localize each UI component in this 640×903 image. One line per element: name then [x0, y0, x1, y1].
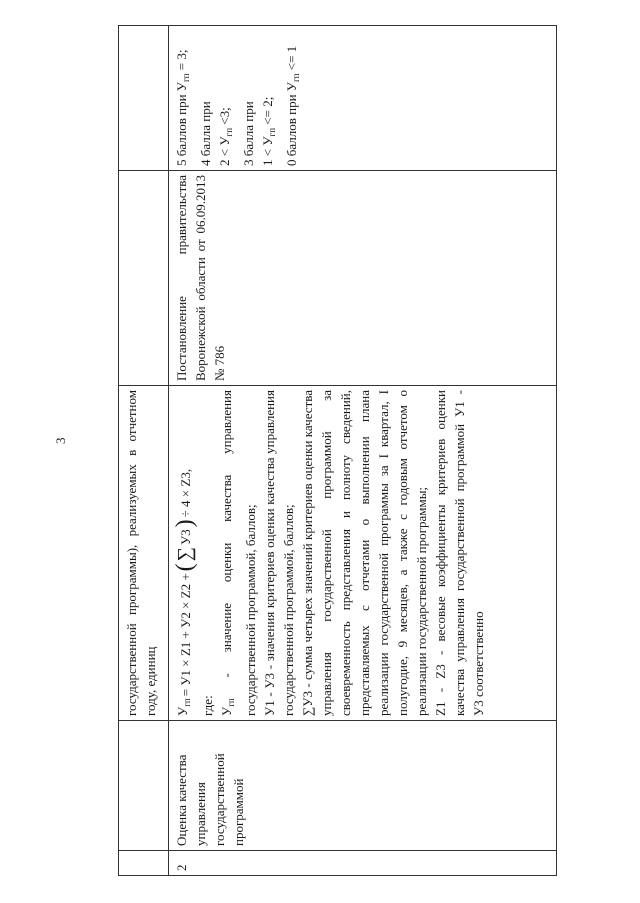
score-criteria — [169, 26, 557, 171]
cell-empty-doc — [119, 171, 169, 386]
row-number: 2 — [169, 851, 557, 876]
formula-equation — [172, 390, 198, 716]
score-line: $1 < У_{гп} <= 2$; — [260, 96, 277, 166]
legal-document: Постановление правительства Воронежской области от 06.09.2013 № 786 — [169, 171, 557, 386]
indicator-name: Оценка качества управления государственной программой — [169, 721, 557, 851]
formula-def-1: $У_{гп}$ - значение оценки качества управления государственной программой, баллов; — [219, 390, 258, 716]
table-row-continuation — [119, 26, 169, 876]
score-line: 5 баллов при $У_{гп} = 3$; — [174, 49, 191, 166]
formula-def-3: ∑У3 - сумма четырех значений критериев оценки качества управления государственной программой за своевременность представления и полноту сведений, представляемых с отчетами о выполнении плана реализации государственной программы за I квартал, I полугодие, 9 месяцев, а также с годовым отчетом о реализации государственной программы; — [300, 390, 429, 716]
page-number: 3 — [53, 437, 68, 444]
score-line: 4 балла при — [198, 101, 213, 166]
close-paren: ) — [171, 519, 198, 528]
rotated-table-wrapper — [118, 26, 556, 876]
formula-where: где: — [200, 695, 215, 716]
formula-cell — [169, 386, 557, 721]
indicator-table — [118, 25, 557, 876]
score-line: 0 баллов при $У_{гп} <= 1$ — [284, 45, 301, 166]
sum-sign: ∑ — [173, 547, 196, 562]
formula-part2: ÷ 4 × Z3, — [177, 468, 193, 518]
formula-def-4: Z1 - Z3 - весовые коэффициенты критериев оценки качества управления государственной программой У1 - У3 соответственно — [433, 390, 486, 716]
table-row — [169, 26, 557, 876]
cell-empty-score — [119, 26, 169, 171]
score-line: 3 балла при — [241, 101, 256, 166]
cell-continued-formula: государственной программы), реализуемых в отчетном году, единиц — [119, 386, 169, 721]
sum-argument: У3 — [177, 529, 193, 546]
formula-def-2: У1 - У3 - значения критериев оценки качества управления государственной программой, баллов; — [262, 390, 296, 716]
cell-empty-name — [119, 721, 169, 851]
cell-empty-num — [119, 851, 169, 876]
formula-lhs: $У_{гп}$ — [175, 698, 192, 716]
open-paren: ( — [171, 563, 198, 572]
score-line: $2 < У_{гп} <3$; — [217, 107, 234, 166]
formula-part1: = У1 × Z1 + У2 × Z2 + — [177, 573, 193, 697]
